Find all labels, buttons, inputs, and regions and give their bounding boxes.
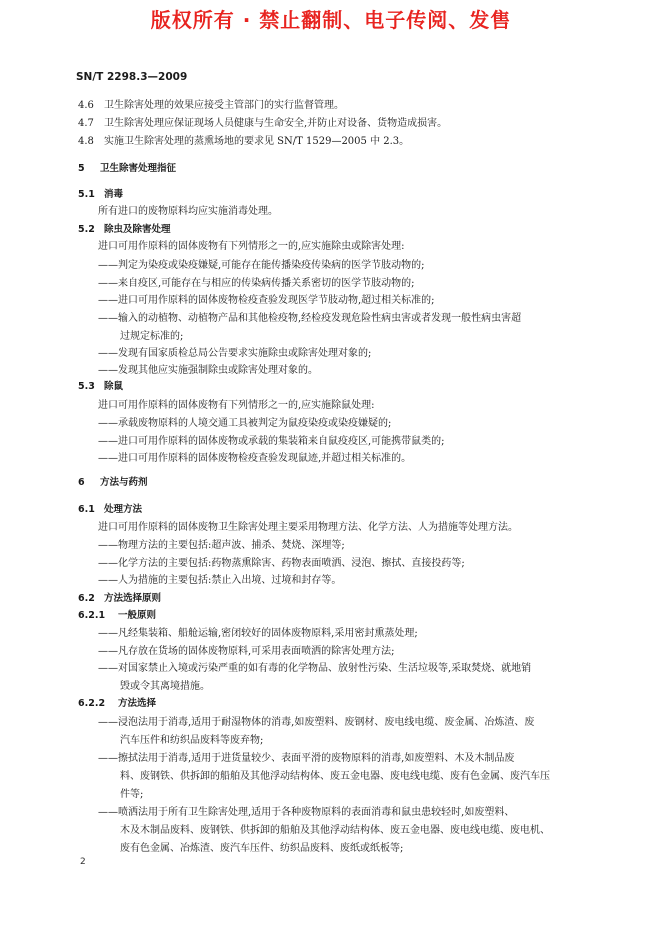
section-heading xyxy=(78,380,123,394)
clause-text: 除虫及除害处理 xyxy=(104,224,171,235)
paragraph-line: ——进口可用作原料的固体废物检疫查验发现医学节肢动物,超过相关标准的; xyxy=(98,295,435,306)
paragraph-line: ——物理方法的主要包括:超声波、捕杀、焚烧、深埋等; xyxy=(98,540,345,551)
section-heading xyxy=(78,697,156,711)
paragraph-line: 件等; xyxy=(120,789,144,800)
clause-number: 5 xyxy=(78,163,85,174)
clause-number: 6.2.2 xyxy=(78,698,106,709)
clause-text: 卫生除害处理应保证现场人员健康与生命安全,并防止对设备、货物造成损害。 xyxy=(104,118,448,129)
clause-number: 6 xyxy=(78,477,85,488)
clause-number: 5.1 xyxy=(78,189,95,200)
clause-text: 实施卫生除害处理的蒸熏场地的要求见 SN/T 1529—2005 中 2.3。 xyxy=(104,136,410,147)
clause-text: 卫生除害处理的效果应接受主管部门的实行监督管理。 xyxy=(104,100,344,111)
paragraph-line: ——凡经集装箱、船舱运输,密闭较好的固体废物原料,采用密封熏蒸处理; xyxy=(98,628,418,639)
paragraph-line: 进口可用作原料的固体废物卫生除害处理主要采用物理方法、化学方法、人为措施等处理方法。 xyxy=(98,522,518,533)
clause-text: 卫生除害处理指征 xyxy=(100,163,177,174)
clause-number: 6.1 xyxy=(78,504,95,515)
paragraph-line: ——擦拭法用于消毒,适用于进货量较少、表面平滑的废物原料的消毒,如废塑料、木及木制品废 xyxy=(98,753,515,764)
paragraph-line: ——承载废物原料的人境交通工具被判定为鼠疫染疫或染疫嫌疑的; xyxy=(98,418,392,429)
paragraph-line xyxy=(78,99,344,113)
section-heading xyxy=(78,162,176,176)
paragraph-line: 进口可用作原料的固体废物有下列情形之一的,应实施除鼠处理: xyxy=(98,400,375,411)
clause-number: 6.2.1 xyxy=(78,610,106,621)
paragraph-line: ——进口可用作原料的固体废物或承载的集装箱来自鼠疫疫区,可能携带鼠类的; xyxy=(98,436,445,447)
paragraph-line xyxy=(78,117,447,131)
paragraph-line: 料、废钢铁、供拆卸的船舶及其他浮动结构体、废五金电器、废电线电缆、废有色金属、废汽车压 xyxy=(120,771,550,782)
clause-number: 5.2 xyxy=(78,224,95,235)
section-heading xyxy=(78,476,148,490)
paragraph-line: ——进口可用作原料的固体废物检疫查验发现鼠迹,并超过相关标准的。 xyxy=(98,453,412,464)
paragraph-line: 毁或令其离境措施。 xyxy=(120,681,210,692)
paragraph-line: ——凡存放在货场的固体废物原料,可采用表面喷洒的除害处理方法; xyxy=(98,646,395,657)
paragraph-line: ——人为措施的主要包括:禁止入出境、过境和封存等。 xyxy=(98,575,342,586)
clause-text: 处理方法 xyxy=(104,504,143,515)
section-heading xyxy=(78,503,142,517)
section-heading xyxy=(78,592,161,606)
section-heading xyxy=(78,188,123,202)
paragraph-line: ——判定为染疫或染疫嫌疑,可能存在能传播染疫传染病的医学节肢动物的; xyxy=(98,260,425,271)
section-heading xyxy=(78,223,171,237)
clause-text: 方法与药剂 xyxy=(100,477,148,488)
clause-number: 4.6 xyxy=(78,100,94,111)
paragraph-line: ——对国家禁止入境或污染严重的如有毒的化学物品、放射性污染、生活垃圾等,采取焚烧、就地销 xyxy=(98,663,532,674)
clause-text: 方法选择 xyxy=(118,698,157,709)
paragraph-line xyxy=(78,135,409,149)
paragraph-line: ——输入的动植物、动植物产品和其他检疫物,经检疫发现危险性病虫害或者发现一般性病虫害超 xyxy=(98,313,522,324)
paragraph-line: 过规定标准的; xyxy=(120,331,184,342)
copyright-banner: 版权所有 · 禁止翻制、电子传阅、发售 xyxy=(150,8,512,32)
paragraph-line: 木及木制品废料、废钢铁、供拆卸的船舶及其他浮动结构体、废五金电器、废电线电缆、废电机、 xyxy=(120,825,550,836)
standard-code: SN/T 2298.3—2009 xyxy=(76,71,188,83)
clause-number: 5.3 xyxy=(78,381,95,392)
clause-text: 消毒 xyxy=(104,189,124,200)
clause-text: 方法选择原则 xyxy=(104,593,162,604)
paragraph-line: ——来自疫区,可能存在与相应的传染病传播关系密切的医学节肢动物的; xyxy=(98,278,415,289)
paragraph-line: ——发现有国家质检总局公告要求实施除虫或除害处理对象的; xyxy=(98,348,372,359)
paragraph-line: 进口可用作原料的固体废物有下列情形之一的,应实施除虫或除害处理: xyxy=(98,241,405,252)
paragraph-line: ——喷洒法用于所有卫生除害处理,适用于各种废物原料的表面消毒和鼠虫患较轻时,如废塑料、 xyxy=(98,807,515,818)
paragraph-line: 所有进口的废物原料均应实施消毒处理。 xyxy=(98,206,278,217)
clause-number: 6.2 xyxy=(78,593,95,604)
page-number: 2 xyxy=(80,857,86,867)
clause-text: 除鼠 xyxy=(104,381,124,392)
paragraph-line: ——发现其他应实施强制除虫或除害处理对象的。 xyxy=(98,365,318,376)
paragraph-line: 废有色金属、冶炼渣、废汽车压件、纺织品废料、废纸或纸板等; xyxy=(120,843,404,854)
clause-number: 4.7 xyxy=(78,118,94,129)
paragraph-line: 汽车压件和纺织品废料等废弃物; xyxy=(120,735,264,746)
section-heading xyxy=(78,609,156,623)
paragraph-line: ——浸泡法用于消毒,适用于耐湿物体的消毒,如废塑料、废钢材、废电线电缆、废金属、冶炼渣、废 xyxy=(98,717,535,728)
clause-number: 4.8 xyxy=(78,136,94,147)
paragraph-line: ——化学方法的主要包括:药物蒸熏除害、药物表面喷洒、浸泡、擦拭、直接投药等; xyxy=(98,558,465,569)
clause-text: 一般原则 xyxy=(118,610,157,621)
